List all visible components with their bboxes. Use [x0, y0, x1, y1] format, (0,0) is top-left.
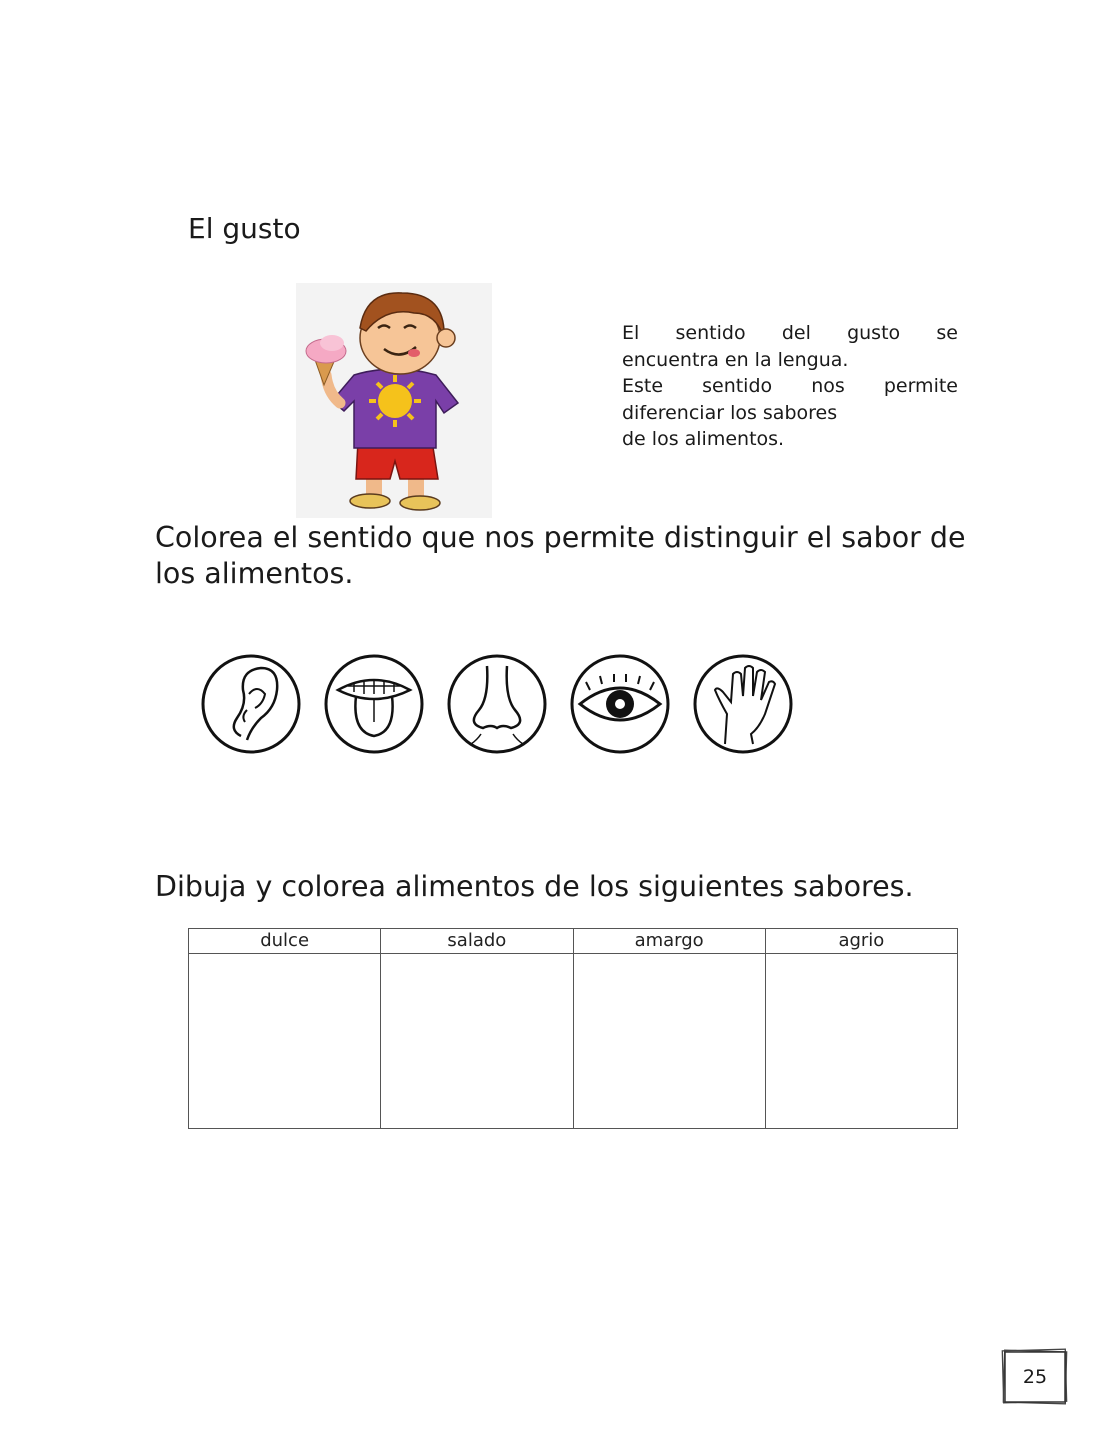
eye-icon[interactable] — [572, 656, 668, 752]
mouth-tongue-icon[interactable] — [326, 656, 422, 752]
drawing-cell-agrio[interactable] — [765, 954, 957, 1129]
info-line: encuentra en la lengua. — [622, 348, 849, 371]
drawing-cell-amargo[interactable] — [573, 954, 765, 1129]
kid-eating-ice-cream-illustration — [296, 283, 492, 518]
ear-icon[interactable] — [203, 656, 299, 752]
table-row — [189, 954, 958, 1129]
drawing-cell-salado[interactable] — [381, 954, 573, 1129]
taste-info-text — [622, 320, 958, 453]
hand-icon[interactable] — [695, 656, 791, 752]
header-amargo: amargo — [573, 929, 765, 954]
instruction-color-sense: Colorea el sentido que nos permite distinguir el sabor de los alimentos. — [155, 521, 966, 590]
header-dulce: dulce — [189, 929, 381, 954]
nose-icon[interactable] — [449, 656, 545, 752]
flavor-drawing-table — [188, 928, 958, 1129]
info-line: Este sentido nos permite — [622, 375, 958, 397]
info-line: de los alimentos. — [622, 428, 785, 450]
section-title: El gusto — [188, 212, 301, 245]
table-header-row — [189, 929, 958, 954]
header-agrio: agrio — [765, 929, 957, 954]
drawing-cell-dulce[interactable] — [189, 954, 381, 1129]
page-number: 25 — [1022, 1366, 1048, 1388]
senses-icons-strip — [195, 618, 803, 770]
info-line: diferenciar los sabores — [622, 401, 838, 424]
header-salado: salado — [381, 929, 573, 954]
info-line: El sentido del gusto se — [622, 322, 958, 344]
instruction-draw-foods: Dibuja y colorea alimentos de los siguientes sabores. — [155, 870, 914, 903]
